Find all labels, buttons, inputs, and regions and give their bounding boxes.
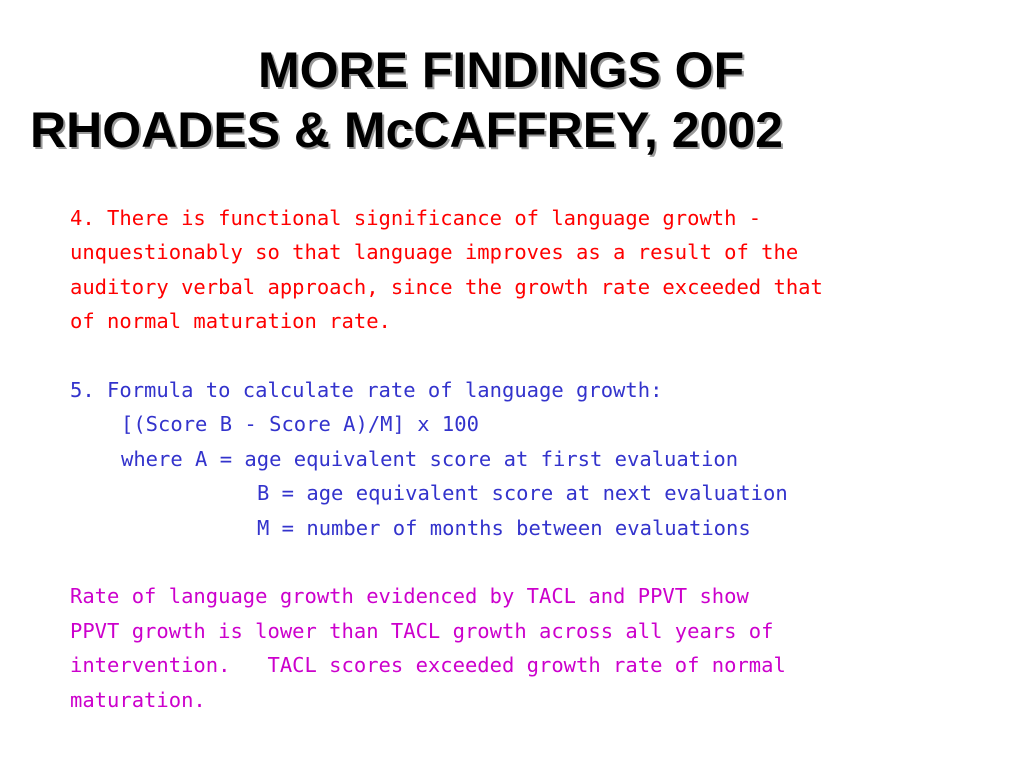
summary xyxy=(70,579,970,717)
summary-line-3: intervention. TACL scores exceeded growth rate of normal xyxy=(70,653,786,678)
definition-m: M = number of months between evaluations xyxy=(257,515,751,540)
formula: [(Score B - Score A)/M] x 100 xyxy=(121,412,479,437)
finding-4-line-3: auditory verbal approach, since the growth rate exceeded that xyxy=(70,274,823,299)
finding-4 xyxy=(70,201,970,339)
slide-title xyxy=(0,40,1024,160)
finding-5 xyxy=(70,373,970,545)
summary-line-2: PPVT growth is lower than TACL growth across all years of xyxy=(70,618,774,643)
finding-4-line-4: of normal maturation rate. xyxy=(70,309,391,334)
finding-4-line-1: 4. There is functional significance of language growth - xyxy=(70,206,762,230)
summary-line-1: Rate of language growth evidenced by TACL and PPVT show xyxy=(70,584,749,609)
definition-b: B = age equivalent score at next evaluation xyxy=(257,481,788,506)
title-line-1: MORE FINDINGS OF xyxy=(258,42,745,98)
definition-a: where A = age equivalent score at first evaluation xyxy=(121,446,739,471)
finding-5-heading: 5. Formula to calculate rate of language growth: xyxy=(70,378,663,403)
finding-4-line-2: unquestionably so that language improves as a result of the xyxy=(70,240,799,265)
summary-line-4: maturation. xyxy=(70,687,206,712)
spacer xyxy=(70,545,970,579)
title-line-2: RHOADES & McCAFFREY, 2002 xyxy=(30,102,783,158)
spacer xyxy=(70,339,970,373)
slide-body xyxy=(70,201,970,717)
